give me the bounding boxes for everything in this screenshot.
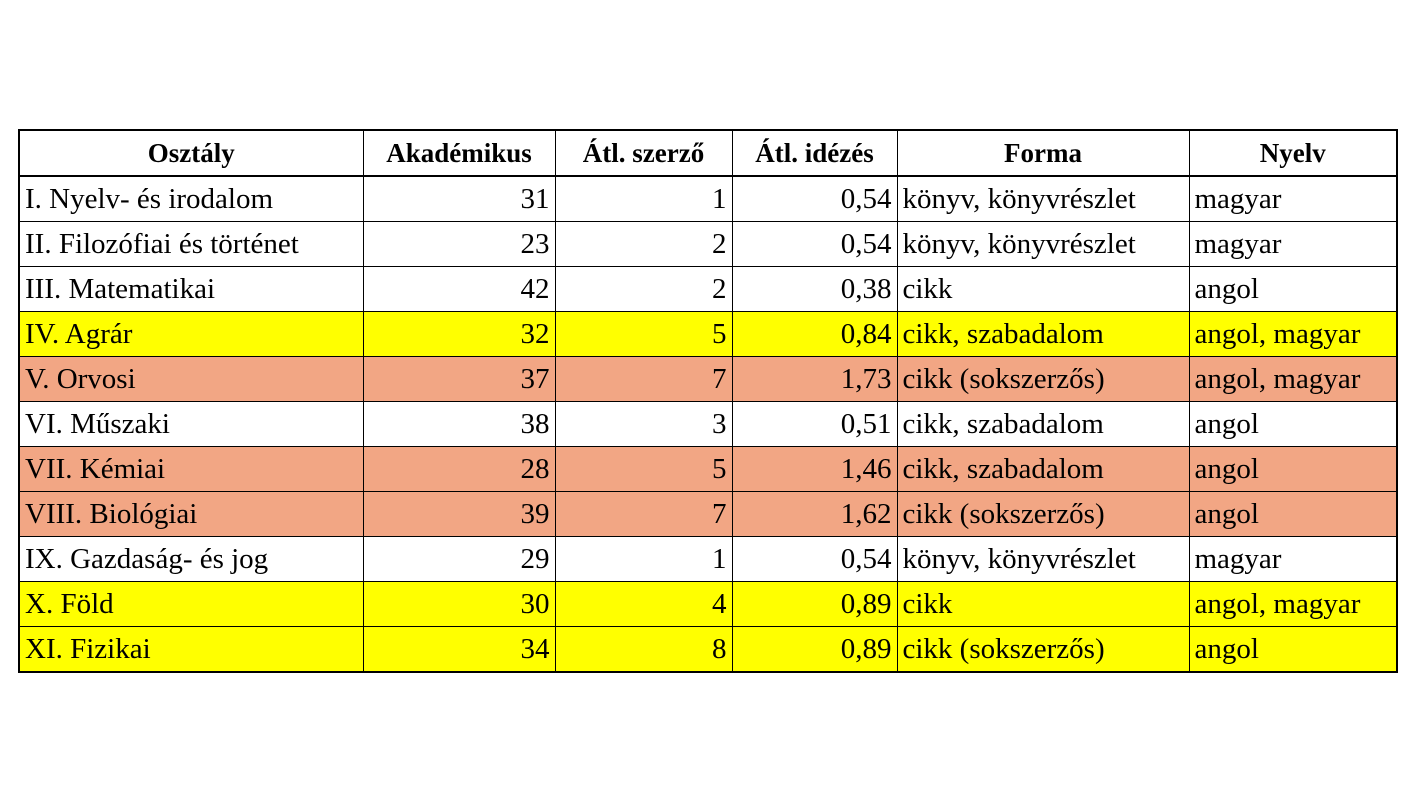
cell-atl-idezes: 1,73	[732, 357, 897, 402]
cell-forma: cikk (sokszerzős)	[897, 627, 1189, 673]
header-atl-idezes: Átl. idézés	[732, 130, 897, 176]
table-row	[19, 582, 1397, 627]
cell-nyelv: magyar	[1189, 537, 1397, 582]
cell-nyelv: angol, magyar	[1189, 312, 1397, 357]
cell-akademikus: 31	[363, 176, 555, 222]
cell-osztaly: XI. Fizikai	[19, 627, 363, 673]
cell-osztaly: X. Föld	[19, 582, 363, 627]
table-row	[19, 627, 1397, 673]
header-akademikus: Akadémikus	[363, 130, 555, 176]
table-row	[19, 222, 1397, 267]
cell-atl-idezes: 1,46	[732, 447, 897, 492]
table-row	[19, 267, 1397, 312]
cell-forma: cikk, szabadalom	[897, 312, 1189, 357]
cell-forma: cikk (sokszerzős)	[897, 492, 1189, 537]
cell-nyelv: angol	[1189, 402, 1397, 447]
cell-forma: cikk, szabadalom	[897, 447, 1189, 492]
table-row	[19, 176, 1397, 222]
cell-atl-szerzo: 5	[555, 447, 732, 492]
table-row	[19, 537, 1397, 582]
cell-atl-szerzo: 4	[555, 582, 732, 627]
header-forma: Forma	[897, 130, 1189, 176]
table-row	[19, 402, 1397, 447]
cell-osztaly: II. Filozófiai és történet	[19, 222, 363, 267]
cell-akademikus: 23	[363, 222, 555, 267]
cell-atl-szerzo: 8	[555, 627, 732, 673]
header-nyelv: Nyelv	[1189, 130, 1397, 176]
cell-nyelv: magyar	[1189, 176, 1397, 222]
cell-akademikus: 38	[363, 402, 555, 447]
cell-atl-idezes: 1,62	[732, 492, 897, 537]
cell-osztaly: IV. Agrár	[19, 312, 363, 357]
cell-atl-idezes: 0,54	[732, 537, 897, 582]
cell-atl-szerzo: 5	[555, 312, 732, 357]
table-body	[19, 176, 1397, 672]
cell-osztaly: VI. Műszaki	[19, 402, 363, 447]
table-row	[19, 312, 1397, 357]
cell-forma: cikk	[897, 582, 1189, 627]
cell-atl-szerzo: 1	[555, 176, 732, 222]
cell-nyelv: angol, magyar	[1189, 357, 1397, 402]
cell-atl-idezes: 0,51	[732, 402, 897, 447]
cell-akademikus: 32	[363, 312, 555, 357]
cell-atl-idezes: 0,84	[732, 312, 897, 357]
cell-nyelv: angol	[1189, 492, 1397, 537]
cell-atl-szerzo: 7	[555, 492, 732, 537]
cell-akademikus: 42	[363, 267, 555, 312]
cell-nyelv: angol	[1189, 627, 1397, 673]
cell-osztaly: V. Orvosi	[19, 357, 363, 402]
header-osztaly: Osztály	[19, 130, 363, 176]
cell-atl-idezes: 0,54	[732, 222, 897, 267]
cell-atl-idezes: 0,89	[732, 582, 897, 627]
cell-akademikus: 30	[363, 582, 555, 627]
cell-akademikus: 28	[363, 447, 555, 492]
cell-osztaly: VII. Kémiai	[19, 447, 363, 492]
cell-atl-idezes: 0,54	[732, 176, 897, 222]
cell-atl-szerzo: 1	[555, 537, 732, 582]
cell-nyelv: angol	[1189, 447, 1397, 492]
cell-forma: könyv, könyvrészlet	[897, 537, 1189, 582]
cell-forma: könyv, könyvrészlet	[897, 176, 1189, 222]
header-row	[19, 130, 1397, 176]
cell-osztaly: VIII. Biológiai	[19, 492, 363, 537]
cell-osztaly: I. Nyelv- és irodalom	[19, 176, 363, 222]
cell-akademikus: 29	[363, 537, 555, 582]
cell-akademikus: 39	[363, 492, 555, 537]
cell-akademikus: 34	[363, 627, 555, 673]
cell-osztaly: IX. Gazdaság- és jog	[19, 537, 363, 582]
table-row	[19, 447, 1397, 492]
table-header	[19, 130, 1397, 176]
cell-nyelv: angol, magyar	[1189, 582, 1397, 627]
cell-forma: cikk	[897, 267, 1189, 312]
cell-forma: könyv, könyvrészlet	[897, 222, 1189, 267]
cell-akademikus: 37	[363, 357, 555, 402]
cell-atl-idezes: 0,89	[732, 627, 897, 673]
header-atl-szerzo: Átl. szerző	[555, 130, 732, 176]
cell-atl-idezes: 0,38	[732, 267, 897, 312]
cell-atl-szerzo: 7	[555, 357, 732, 402]
cell-nyelv: magyar	[1189, 222, 1397, 267]
cell-nyelv: angol	[1189, 267, 1397, 312]
cell-atl-szerzo: 3	[555, 402, 732, 447]
table-row	[19, 357, 1397, 402]
cell-forma: cikk, szabadalom	[897, 402, 1189, 447]
cell-atl-szerzo: 2	[555, 267, 732, 312]
cell-atl-szerzo: 2	[555, 222, 732, 267]
cell-forma: cikk (sokszerzős)	[897, 357, 1189, 402]
academy-sections-table	[18, 129, 1398, 673]
cell-osztaly: III. Matematikai	[19, 267, 363, 312]
table-row	[19, 492, 1397, 537]
